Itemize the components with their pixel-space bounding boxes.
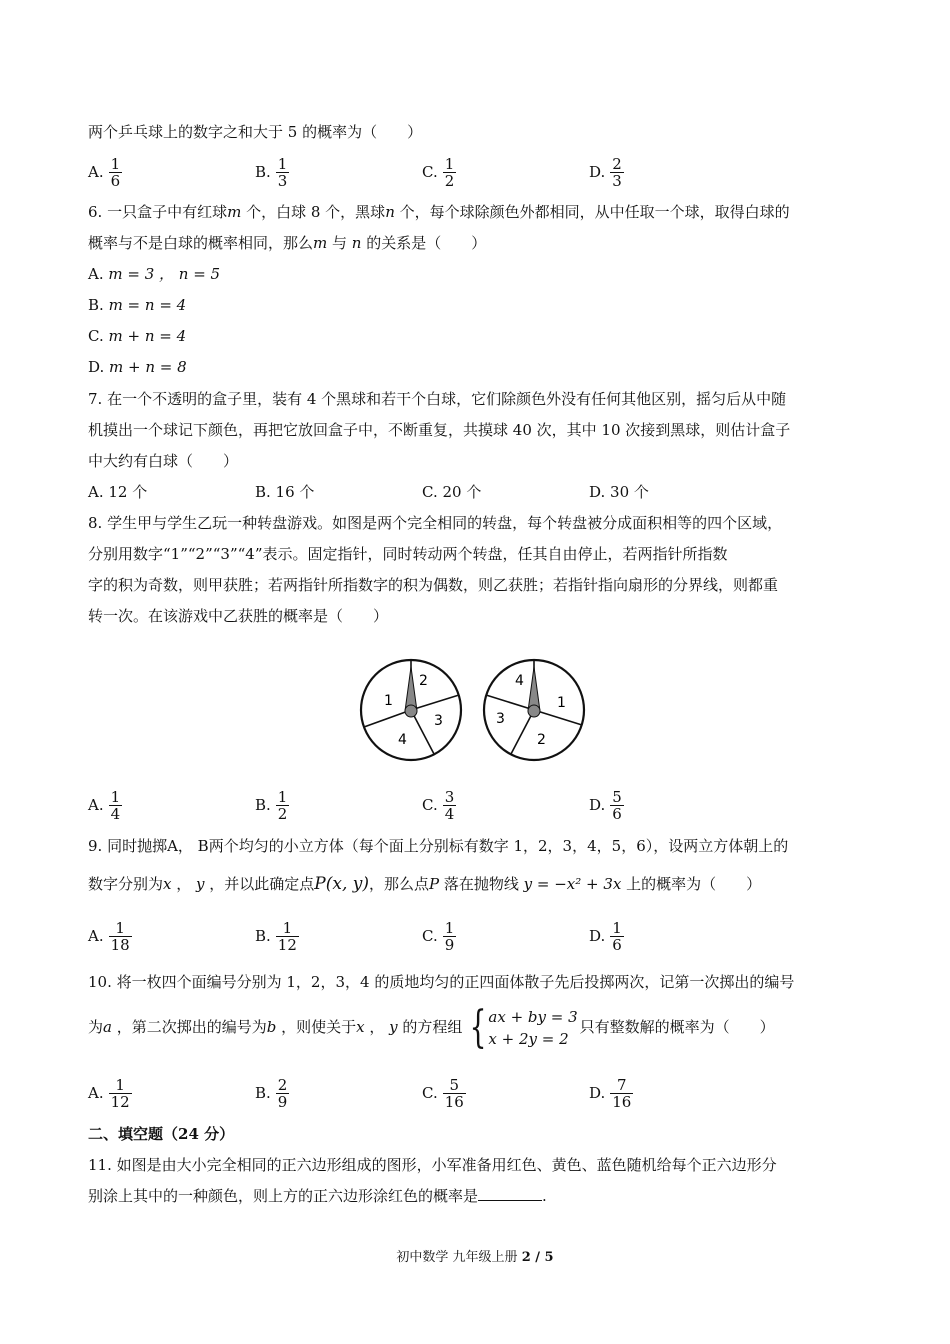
denominator: 18 <box>110 935 130 954</box>
text: 与 <box>327 234 352 252</box>
denominator: 3 <box>277 171 288 190</box>
q5-option-c[interactable] <box>422 150 456 194</box>
q9-line1: 9. 同时抛掷A， B两个均匀的小立方体（每个面上分别标有数字 1，2，3，4，5，6），设两立方体朝上的 <box>88 837 789 855</box>
fraction <box>276 920 299 953</box>
fraction <box>109 920 132 953</box>
brace-icon: { <box>470 1002 487 1053</box>
numerator: 1 <box>444 154 455 173</box>
text: 落在抛物线 <box>439 875 524 893</box>
text: ，则使关于 <box>276 1018 357 1036</box>
option-label: A. <box>88 265 109 283</box>
option-text: m = n = 4 <box>108 296 187 314</box>
text: 个，白球 8 个，黑球 <box>241 203 386 221</box>
q8-line1: 8. 学生甲与学生乙玩一种转盘游戏。如图是两个完全相同的转盘，每个转盘被分成面积相等的四个区域， <box>88 514 783 532</box>
var-m: m <box>313 234 328 252</box>
option-label: A. <box>88 796 104 814</box>
fraction <box>443 789 457 822</box>
var-P: P <box>429 875 440 893</box>
q8-option-a[interactable] <box>88 783 122 827</box>
q10-line1: 10. 将一枚四个面编号分别为 1，2，3，4 的质地均匀的正四面体散子先后投掷两次，记第一次掷出的编号 <box>88 973 795 991</box>
denominator: 6 <box>612 935 622 954</box>
option-label: D. <box>88 358 110 376</box>
denominator: 9 <box>277 1092 288 1111</box>
option-label: C. <box>422 163 438 181</box>
option-label: A. <box>88 163 104 181</box>
denominator: 2 <box>277 804 288 823</box>
fraction <box>276 789 290 822</box>
q7-option-b[interactable]: B. 16 个 <box>255 483 315 501</box>
q5-option-a[interactable] <box>88 150 122 194</box>
option-label: B. <box>255 796 271 814</box>
q8-options <box>88 783 848 827</box>
denominator: 6 <box>110 171 121 190</box>
spinner-right-num: 2 <box>537 732 546 748</box>
q10-option-c[interactable] <box>422 1071 466 1115</box>
spinner-right-num: 3 <box>496 711 505 727</box>
q6-option-d[interactable] <box>88 357 187 377</box>
option-label: C. <box>422 927 438 945</box>
equation-2: x + 2y = 2 <box>488 1030 569 1048</box>
numerator: 1 <box>444 918 455 937</box>
answer-blank[interactable] <box>478 1186 542 1201</box>
fraction <box>610 789 624 822</box>
point-expr: P(x, y) <box>314 874 369 894</box>
text: 只有整数解的概率为（ ） <box>579 1018 775 1036</box>
denominator: 6 <box>612 804 622 823</box>
text: 概率与不是白球的概率相同，那么 <box>88 234 314 252</box>
fraction <box>276 1077 290 1110</box>
q7-option-c[interactable]: C. 20 个 <box>422 483 482 501</box>
option-text: m + n = 8 <box>109 358 187 376</box>
denominator: 4 <box>110 804 121 823</box>
spinner-right <box>484 660 584 760</box>
fraction <box>610 920 624 953</box>
var-n: n <box>351 234 362 252</box>
spinner-left-num: 3 <box>434 713 443 729</box>
var-m: m <box>227 203 242 221</box>
var-n: n <box>385 203 395 221</box>
fraction <box>109 789 123 822</box>
q10-options <box>88 1071 848 1115</box>
page-number: 2 / 5 <box>521 1250 554 1265</box>
section-heading: 二、填空题（24 分） <box>88 1125 235 1143</box>
q10-option-d[interactable] <box>589 1071 633 1115</box>
option-label: A. <box>88 1084 104 1102</box>
q9-option-c[interactable] <box>422 914 456 958</box>
q8-option-c[interactable] <box>422 783 456 827</box>
fraction <box>610 1077 633 1110</box>
q8-line2: 分别用数字“1”“2”“3”“4”表示。固定指针，同时转动两个转盘，任其自由停止，若两指针所指数 <box>88 545 728 563</box>
q7-option-d[interactable]: D. 30 个 <box>589 483 649 501</box>
text: ，并以此确定点 <box>204 875 315 893</box>
text: 上的概率为（ ） <box>621 875 762 893</box>
q11-line1: 11. 如图是由大小完全相同的正六边形组成的图形，小军准备用红色、黄色、蓝色随机给每个正六边形分 <box>88 1156 777 1174</box>
option-text: m + n = 4 <box>108 327 187 345</box>
parabola-expr: y = −x² + 3x <box>523 875 622 893</box>
fraction <box>109 156 123 189</box>
spinner-right-num: 4 <box>515 673 524 689</box>
q6-option-a[interactable] <box>88 264 220 284</box>
option-label: B. <box>255 1084 271 1102</box>
option-label: C. <box>422 796 438 814</box>
q6-line1 <box>88 202 790 222</box>
denominator: 12 <box>110 1092 130 1111</box>
q8-line3: 字的积为奇数，则甲获胜；若两指针所指数字的积为偶数，则乙获胜；若指针指向扇形的分界线，则都重 <box>88 576 779 594</box>
q8-line4: 转一次。在该游戏中乙获胜的概率是（ ） <box>88 607 389 625</box>
q6-option-c[interactable] <box>88 326 186 346</box>
option-label: D. <box>589 163 606 181</box>
numerator: 2 <box>277 1075 288 1094</box>
spinner-left-num: 2 <box>419 673 428 689</box>
q5-options <box>88 150 848 194</box>
q7-line3: 中大约有白球（ ） <box>88 452 239 470</box>
q9-option-b[interactable] <box>255 914 299 958</box>
q6-option-b[interactable] <box>88 295 186 315</box>
q6-line2 <box>88 233 486 253</box>
var-y: y <box>196 875 205 893</box>
q9-option-d[interactable] <box>589 914 624 958</box>
denominator: 2 <box>444 171 455 190</box>
q7-line1: 7. 在一个不透明的盒子里，装有 4 个黑球和若干个白球，它们除颜色外没有任何其他区别，摇匀后从中随 <box>88 390 787 408</box>
fraction <box>443 920 457 953</box>
numerator: 1 <box>115 918 125 937</box>
equation-1: ax + by = 3 <box>488 1008 578 1026</box>
q5-stem: 两个乒乓球上的数字之和大于 5 的概率为（ ） <box>88 123 423 141</box>
q8-option-d[interactable] <box>589 783 624 827</box>
text: . <box>542 1187 547 1205</box>
spinner-left-num: 4 <box>398 732 407 748</box>
q11-line2 <box>88 1186 547 1206</box>
var-x: x <box>163 875 172 893</box>
fraction <box>443 1077 466 1110</box>
q5-option-d[interactable] <box>589 150 624 194</box>
q10-option-a[interactable] <box>88 1071 132 1115</box>
q9-line2 <box>88 874 761 894</box>
text: 的关系是（ ） <box>361 234 487 252</box>
option-label: C. <box>422 1084 438 1102</box>
q10-option-b[interactable] <box>255 1071 289 1115</box>
pointer-hub <box>528 705 540 717</box>
spinner-left-num: 1 <box>384 693 393 709</box>
numerator: 5 <box>449 1075 460 1094</box>
denominator: 3 <box>612 171 622 190</box>
q7-option-a[interactable]: A. 12 个 <box>88 483 148 501</box>
denominator: 9 <box>444 935 455 954</box>
q9-options <box>88 914 848 958</box>
page-footer <box>0 1246 950 1265</box>
spinner-left <box>361 660 461 760</box>
numerator: 3 <box>444 787 455 806</box>
option-label: B. <box>255 927 271 945</box>
option-label: D. <box>589 1084 606 1102</box>
q7-line2: 机摸出一个球记下颜色，再把它放回盒子中，不断重复，共摸球 40 次，其中 10 次接到黑球，则估计盒子 <box>88 421 791 439</box>
text: ， <box>171 875 197 893</box>
q5-option-b[interactable] <box>255 150 289 194</box>
text: 别涂上其中的一种颜色，则上方的正六边形涂红色的概率是 <box>88 1187 479 1205</box>
numerator: 5 <box>612 787 622 806</box>
denominator: 4 <box>444 804 455 823</box>
denominator: 16 <box>444 1092 464 1111</box>
fraction <box>610 156 624 189</box>
q9-option-a[interactable] <box>88 914 132 958</box>
equation-system <box>464 1002 578 1053</box>
text: 6. 一只盒子中有红球 <box>88 203 228 221</box>
text: 数字分别为 <box>88 875 164 893</box>
option-label: A. <box>88 927 104 945</box>
text: 为 <box>88 1018 104 1036</box>
numerator: 1 <box>277 787 288 806</box>
spinners-figure <box>356 655 596 767</box>
text: 的方程组 <box>397 1018 463 1036</box>
text: ， <box>364 1018 390 1036</box>
option-label: C. <box>88 327 109 345</box>
option-label: D. <box>589 927 606 945</box>
numerator: 1 <box>110 154 121 173</box>
q10-line2 <box>88 1002 775 1053</box>
numerator: 1 <box>110 787 121 806</box>
var-x: x <box>356 1018 365 1036</box>
var-b: b <box>266 1018 277 1036</box>
text: ，那么点 <box>369 875 430 893</box>
option-label: B. <box>255 163 271 181</box>
fraction <box>443 156 457 189</box>
numerator: 1 <box>612 918 622 937</box>
text: 个，每个球除颜色外都相同，从中任取一个球，取得白球的 <box>394 203 790 221</box>
spinner-right-num: 1 <box>557 695 566 711</box>
fraction <box>109 1077 132 1110</box>
numerator: 7 <box>617 1075 627 1094</box>
text: ，第二次掷出的编号为 <box>111 1018 267 1036</box>
option-label: D. <box>589 796 606 814</box>
denominator: 16 <box>612 1092 632 1111</box>
numerator: 1 <box>115 1075 125 1094</box>
option-label: B. <box>88 296 109 314</box>
q8-option-b[interactable] <box>255 783 289 827</box>
pointer-hub <box>405 705 417 717</box>
var-a: a <box>103 1018 112 1036</box>
numerator: 2 <box>612 154 622 173</box>
numerator: 1 <box>282 918 293 937</box>
footer-text: 初中数学 九年级上册 <box>396 1250 522 1265</box>
option-text: m = 3 ， n = 5 <box>108 265 221 283</box>
var-y: y <box>389 1018 398 1036</box>
denominator: 12 <box>277 935 297 954</box>
numerator: 1 <box>277 154 288 173</box>
fraction <box>276 156 290 189</box>
